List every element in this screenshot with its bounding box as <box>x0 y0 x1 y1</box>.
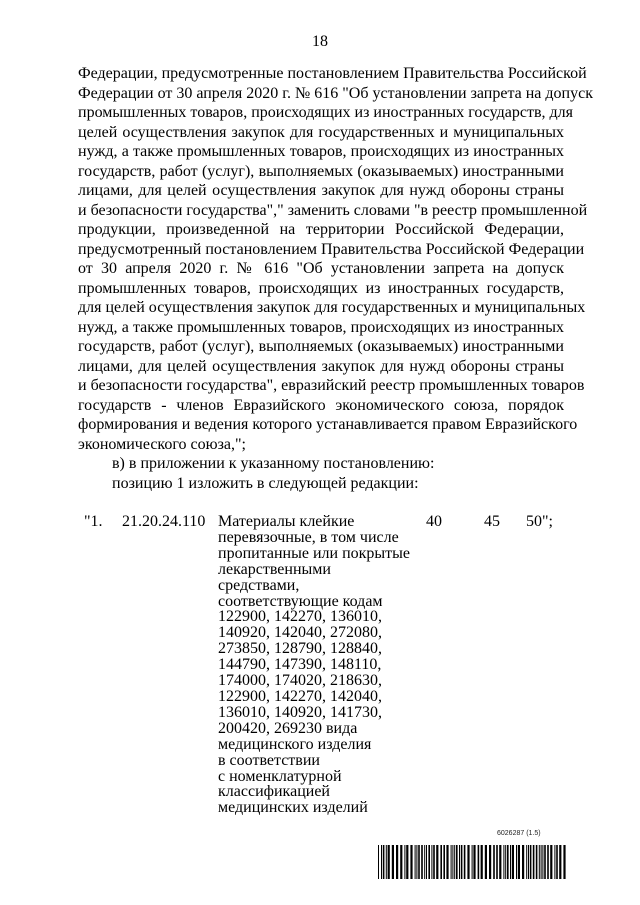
body-line: государств, работ (услуг), выполняемых (оказываемых) иностранными <box>78 338 564 355</box>
body-line: и безопасности государства"," заменить словами "в реестр промышленной <box>78 201 588 219</box>
barcode-bar <box>467 845 469 879</box>
barcode-bar <box>528 845 529 879</box>
barcode-bar <box>541 845 542 879</box>
body-line: продукции, произведенной на территории Российской Федерации, <box>78 221 564 238</box>
barcode-bar <box>554 845 555 879</box>
body-line: промышленных товаров, происходящих из иностранных государств, для <box>78 104 574 121</box>
body-line: предусмотренный постановлением Правительства Российской Федерации <box>78 240 585 258</box>
barcode-bar <box>400 845 402 879</box>
barcode-bar <box>536 845 538 879</box>
barcode-bar <box>512 845 514 879</box>
barcode-bar <box>404 845 405 879</box>
barcode-bar <box>505 845 506 879</box>
product-name-line: медицинского изделия <box>218 735 372 753</box>
barcode-bar <box>436 845 438 879</box>
body-line: нужд, а также промышленных товаров, происходящих из иностранных <box>78 318 564 336</box>
page-number: 18 <box>312 33 328 50</box>
product-name-line: медицинских изделий <box>218 799 368 817</box>
value-cell-3: 50"; <box>526 513 553 530</box>
product-name-line: 122900, 142270, 142040, <box>218 687 382 705</box>
product-name-line: с номенклатурной <box>218 767 342 785</box>
body-line: промышленных товаров, происходящих из иностранных государств, <box>78 279 564 297</box>
row-number: "1. <box>84 513 103 530</box>
barcode-bar <box>424 845 425 879</box>
barcode-bar <box>456 845 458 879</box>
body-line: и безопасности государства", евразийский реестр промышленных товаров <box>78 377 585 394</box>
body-line: Федерации, предусмотренные постановлением Правительства Российской <box>78 65 587 82</box>
body-line: экономического союза,"; <box>78 435 246 453</box>
barcode-bar <box>410 845 412 879</box>
barcode-bar <box>459 845 460 879</box>
barcode-bar <box>433 845 435 879</box>
barcode-bar <box>426 845 427 879</box>
product-name-line: соответствующие кодам <box>218 592 383 610</box>
barcode-bar <box>533 845 535 879</box>
document-body <box>78 64 593 493</box>
barcode-bar <box>452 845 453 879</box>
barcode-bar <box>563 845 565 879</box>
barcode-bar <box>503 845 504 879</box>
product-name-line: 273850, 128790, 128840, <box>218 640 382 658</box>
product-name-line: пропитанные или покрытые <box>218 544 410 562</box>
barcode-bar <box>406 845 408 879</box>
barcode-bar <box>526 845 527 879</box>
barcode-bar <box>446 845 448 879</box>
barcode-bar <box>510 845 511 879</box>
barcode-bar <box>454 845 455 879</box>
barcode-bar <box>381 845 382 879</box>
barcode-bar <box>461 845 463 879</box>
barcode-bar <box>547 845 549 879</box>
barcode-bar <box>550 845 552 879</box>
product-name-line: лекарственными <box>218 560 331 578</box>
product-name-line: 122900, 142270, 136010, <box>218 608 382 626</box>
barcode-bar <box>388 845 390 879</box>
barcode-bar <box>473 845 475 879</box>
body-line: государств, работ (услуг), выполняемых (оказываемых) иностранными <box>78 162 564 180</box>
product-name <box>218 514 408 816</box>
barcode-bar <box>415 845 416 879</box>
product-name-line: классификацией <box>218 783 330 801</box>
body-line: целей осуществления закупок для государственных и муниципальных <box>78 123 564 141</box>
barcode-bar <box>544 845 546 879</box>
barcode-bar <box>378 845 379 879</box>
barcode-bar <box>386 845 387 879</box>
value-cell-1: 40 <box>426 513 442 530</box>
barcode-bar <box>478 845 480 879</box>
barcode-bar <box>522 845 524 879</box>
body-line: лицами, для целей осуществления закупок для нужд обороны страны <box>78 357 564 375</box>
barcode-bar <box>451 845 452 879</box>
barcode-bar <box>472 845 473 879</box>
position-table-row <box>78 514 564 834</box>
barcode-image <box>378 845 568 879</box>
body-line: для целей осуществления закупок для государственных и муниципальных <box>78 299 586 316</box>
barcode-bar <box>559 845 561 879</box>
barcode-bar <box>464 845 466 879</box>
barcode-bar <box>431 845 432 879</box>
barcode-bar <box>530 845 532 879</box>
body-line: Федерации от 30 апреля 2020 г. № 616 "Об установлении запрета на допуск <box>78 84 593 102</box>
body-line: государств - членов Евразийского экономического союза, порядок <box>78 396 564 414</box>
barcode-bar <box>416 845 417 879</box>
barcode-bar <box>443 845 445 879</box>
okpd-code: 21.20.24.110 <box>122 513 206 530</box>
body-line: нужд, а также промышленных товаров, происходящих из иностранных <box>78 143 564 160</box>
barcode-bar <box>542 845 543 879</box>
barcode-bar <box>556 845 558 879</box>
barcode-bar <box>383 845 385 879</box>
barcode-bar <box>496 845 498 879</box>
barcode-bar <box>440 845 442 879</box>
barcode-bar <box>485 845 487 879</box>
product-name-line: 200420, 269230 вида <box>218 719 358 737</box>
value-cell-2: 45 <box>484 513 500 530</box>
barcode-bar <box>396 845 398 879</box>
barcode-bar <box>481 845 483 879</box>
barcode-bar <box>507 845 509 879</box>
product-name-line: в соответствии <box>218 751 320 769</box>
product-name-line: 144790, 147390, 148110, <box>218 656 382 674</box>
barcode-bar <box>418 845 420 879</box>
body-line: формирования и ведения которого устанавливается правом Евразийского <box>78 416 578 433</box>
product-name-line: перевязочные, в том числе <box>218 528 399 546</box>
barcode-bar <box>489 845 491 879</box>
barcode-bar <box>516 845 517 879</box>
product-name-line: средствами, <box>218 576 300 594</box>
barcode-bar <box>421 845 423 879</box>
document-code: 6026287 (1.5) <box>497 830 541 837</box>
product-name-line: 140920, 142040, 272080, <box>218 624 382 642</box>
subitem-line: в) в приложении к указанному постановлению: <box>112 455 435 472</box>
product-name-line: 136010, 140920, 141730, <box>218 703 382 721</box>
product-name-line: Материалы клейкие <box>218 513 355 530</box>
body-line: от 30 апреля 2020 г. № 616 "Об установлении запрета на допуск <box>78 260 564 277</box>
subitem-line: позицию 1 изложить в следующей редакции: <box>112 474 419 492</box>
barcode-bar <box>493 845 495 879</box>
barcode-bar <box>499 845 501 879</box>
product-name-line: 174000, 174020, 218630, <box>218 672 382 690</box>
barcode-bar <box>428 845 430 879</box>
body-line: лицами, для целей осуществления закупок для нужд обороны страны <box>78 182 564 199</box>
barcode-bar <box>518 845 520 879</box>
barcode-bar <box>539 845 540 879</box>
barcode-bar <box>392 845 394 879</box>
